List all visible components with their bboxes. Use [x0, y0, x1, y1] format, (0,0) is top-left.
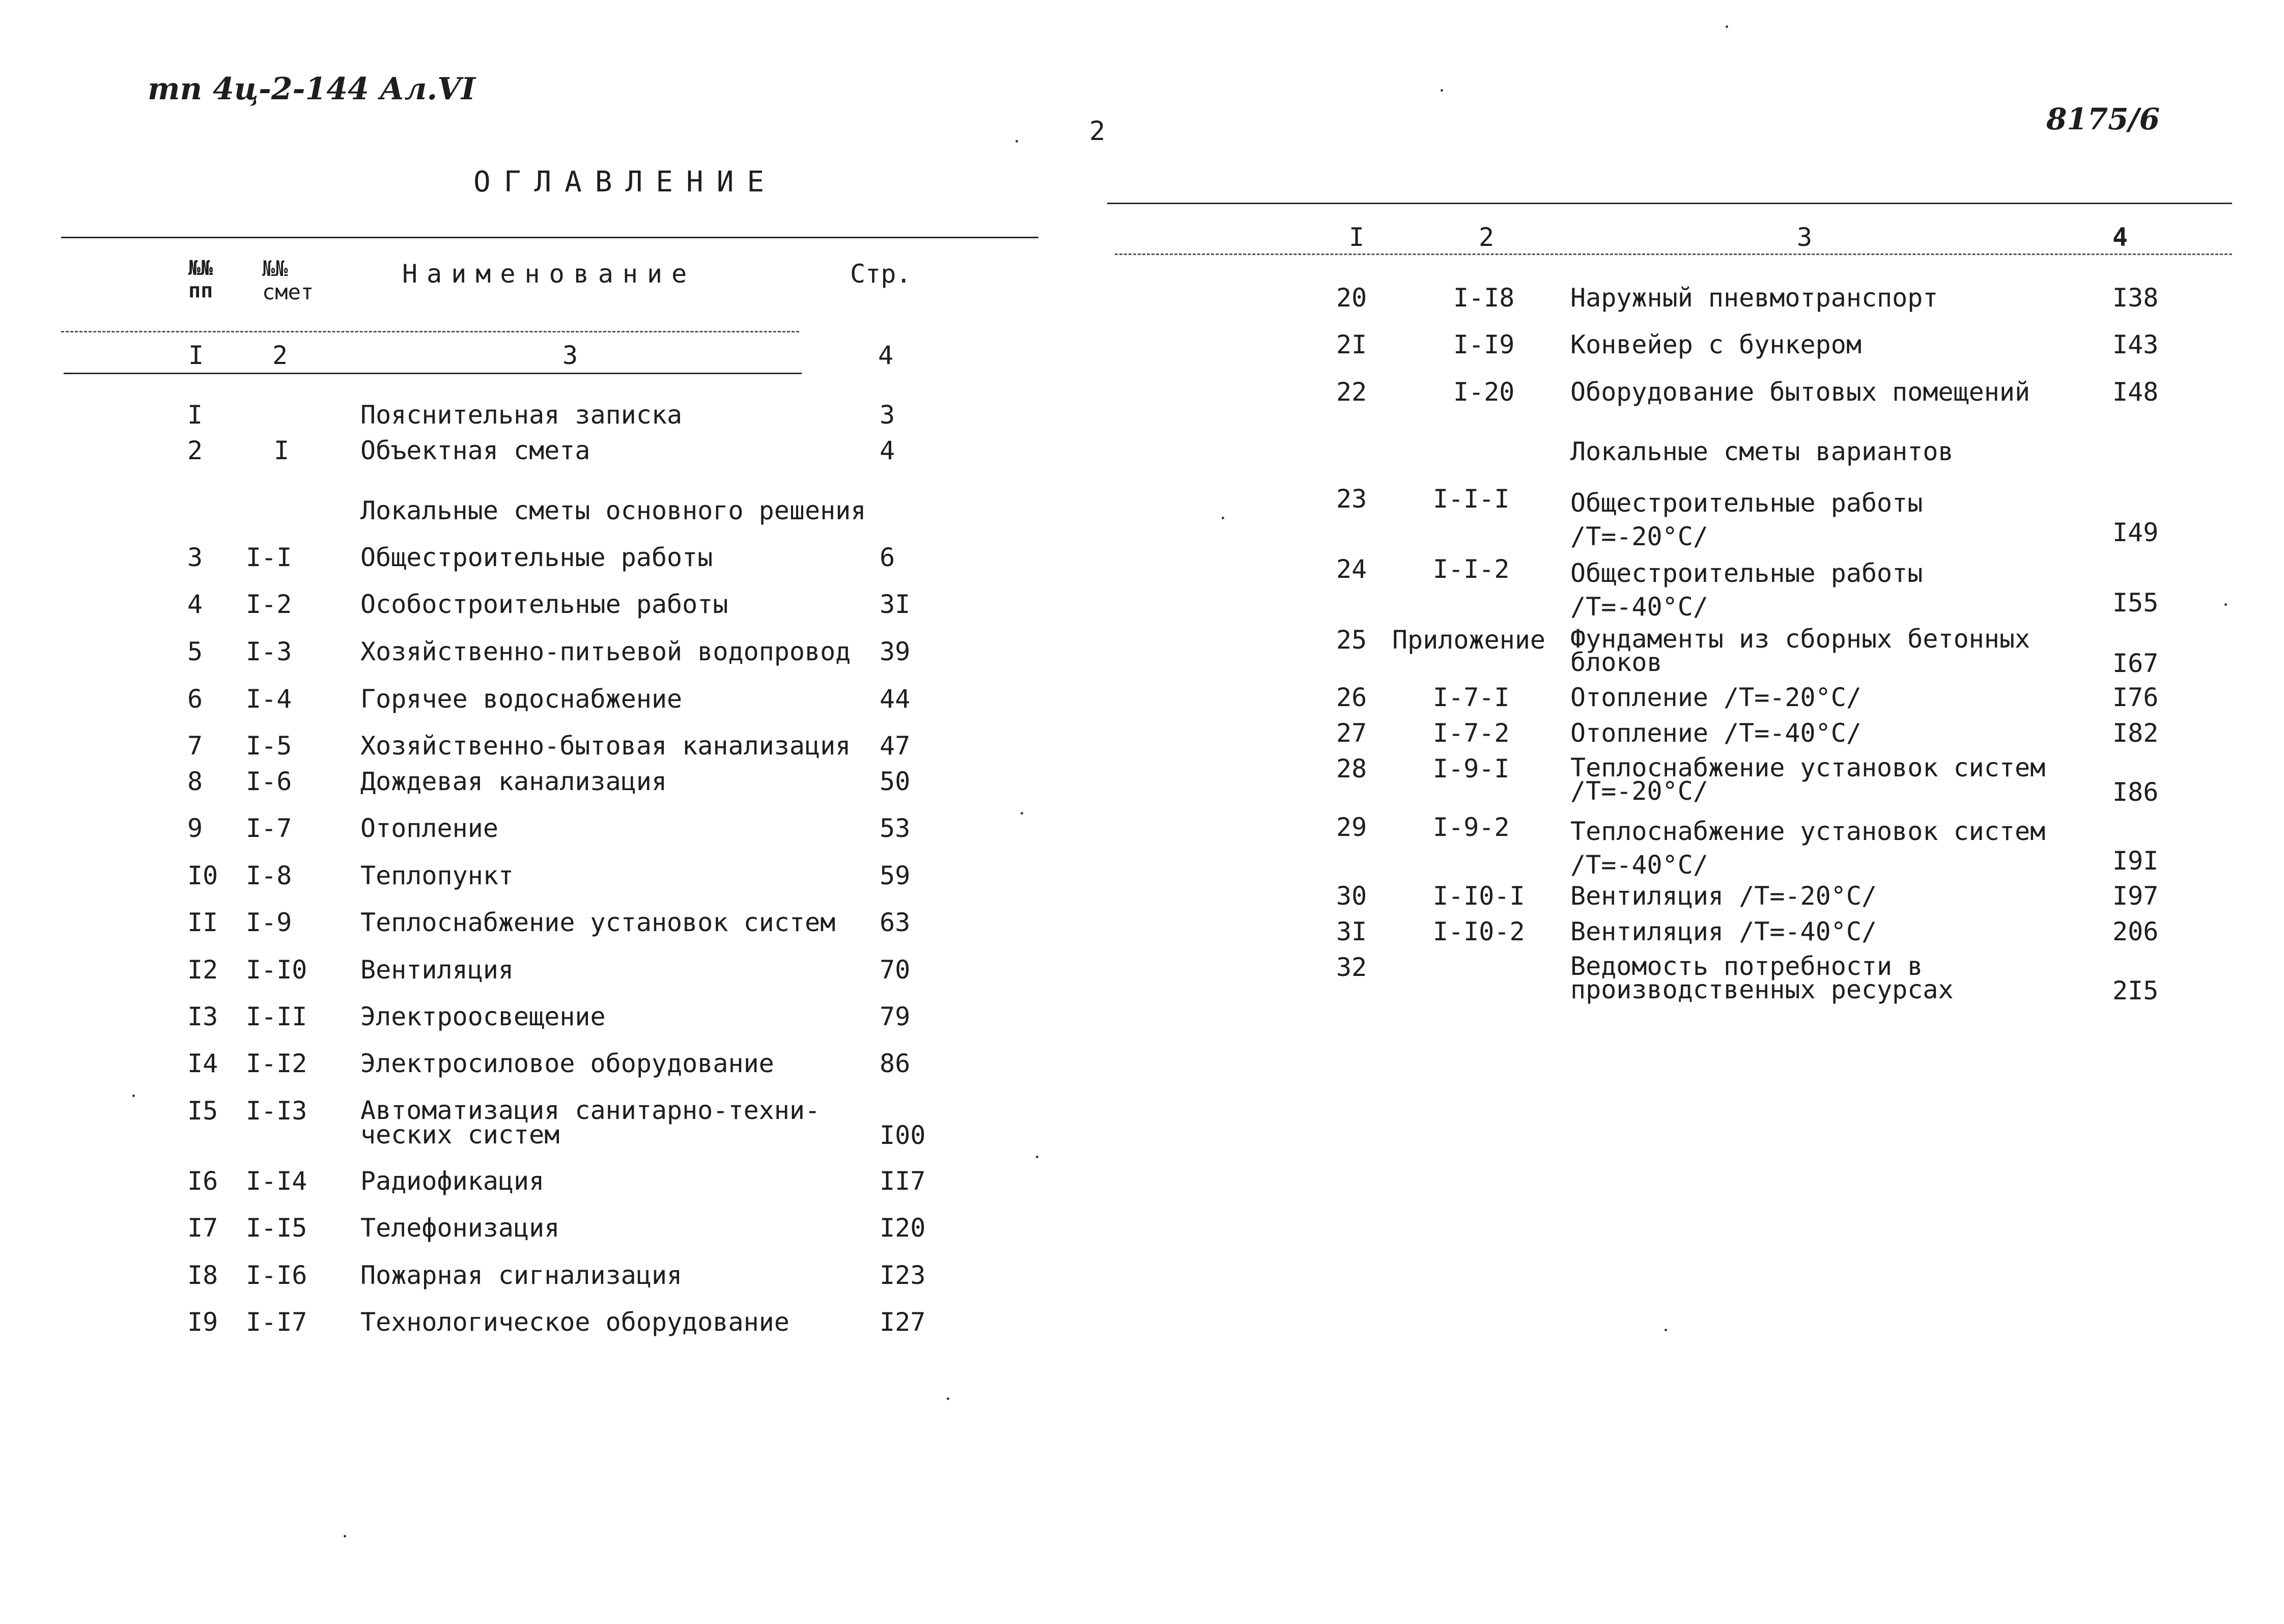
row-title: Фундаменты из сборных бетонных блоков	[1570, 624, 2031, 677]
row-smeta: I-9-2	[1433, 813, 1510, 842]
row-smeta: I	[274, 436, 290, 465]
row-page: I49	[2112, 518, 2159, 547]
row-number: 2	[187, 436, 203, 465]
row-page: I82	[2112, 718, 2159, 748]
scan-speck	[1222, 517, 1224, 519]
row-title: Общестроительные работы /Т=-20°С/	[1570, 488, 1923, 551]
row-number: 29	[1336, 813, 1367, 842]
row-page: 53	[880, 814, 911, 843]
row-page: 2I5	[2112, 976, 2159, 1005]
row-smeta: I-I0	[246, 955, 307, 985]
row-page: 206	[2112, 917, 2159, 946]
row-page: I23	[880, 1261, 926, 1290]
row-smeta: I-2	[246, 590, 292, 619]
row-title: Радиофикация	[360, 1166, 545, 1196]
row-title: Хозяйственно-питьевой водопровод	[360, 637, 851, 666]
row-title: Вентиляция /Т=-20°С/	[1570, 881, 1877, 911]
row-title: Оборудование бытовых помещений	[1570, 377, 2031, 407]
row-number: 23	[1336, 484, 1367, 514]
row-number: 20	[1336, 283, 1367, 313]
row-smeta: I-I5	[246, 1213, 307, 1243]
row-number: I3	[187, 1002, 218, 1031]
row-smeta: I-I6	[246, 1261, 307, 1290]
row-title: Теплоснабжение установок систем /Т=-40°С/	[1570, 817, 2046, 880]
row-page: I00	[880, 1121, 926, 1150]
row-title: Отопление /Т=-20°С/	[1570, 683, 1862, 712]
row-smeta: I-I-2	[1433, 554, 1510, 584]
left-colnum-2: 2	[272, 341, 288, 370]
row-smeta: I-I3	[246, 1096, 307, 1126]
row-title: Теплоснабжение установок систем /Т=-20°С/	[1570, 753, 2046, 806]
row-title: Дождевая канализация	[360, 767, 667, 796]
row-smeta: I-4	[246, 684, 292, 714]
row-page: 50	[880, 767, 911, 796]
row-number: I7	[187, 1213, 218, 1243]
right-colnum-2: 2	[1479, 222, 1495, 252]
scan-speck	[947, 1397, 949, 1400]
row-smeta: I-7-2	[1433, 718, 1510, 748]
scan-speck	[1036, 1156, 1038, 1158]
row-page: I20	[880, 1213, 926, 1243]
row-smeta: I-20	[1453, 377, 1515, 407]
row-title: Конвейер с бункером	[1570, 330, 1862, 359]
left-colnum-3: 3	[562, 341, 578, 370]
stamp-top-right: 8175/6	[2046, 102, 2160, 136]
row-page: I86	[2112, 777, 2159, 807]
right-colnum-3: 3	[1797, 222, 1813, 252]
section-title: Локальные сметы вариантов	[1570, 437, 1954, 466]
row-smeta: I-I8	[1453, 283, 1515, 313]
row-smeta: I-3	[246, 637, 292, 666]
left-table	[187, 0, 951, 1624]
row-title: Вентиляция	[360, 955, 514, 985]
scan-speck	[1726, 25, 1728, 28]
row-page: I55	[2112, 588, 2159, 618]
row-smeta: I-I0-2	[1433, 917, 1525, 946]
row-number: 3I	[1336, 917, 1367, 946]
row-smeta: I-I-I	[1433, 484, 1510, 514]
scan-speck	[1665, 1329, 1667, 1331]
left-header-page: Стр.	[850, 259, 912, 289]
row-smeta: I-5	[246, 731, 292, 761]
page-title: ОГЛАВЛЕНИЕ	[473, 165, 778, 199]
row-smeta: I-7	[246, 814, 292, 843]
scan-speck	[132, 1095, 135, 1097]
row-page: 3I	[880, 590, 911, 619]
scan-speck	[1016, 140, 1018, 143]
row-page: I43	[2112, 330, 2159, 359]
row-smeta: I-8	[246, 861, 292, 890]
row-page: 59	[880, 861, 911, 890]
row-number: 3	[187, 543, 203, 572]
stamp-top-left: тп 4ц-2-144 Ал.VI	[148, 71, 475, 107]
row-smeta: I-7-I	[1433, 683, 1510, 712]
row-number: I	[187, 400, 203, 430]
right-table	[1336, 0, 2232, 1624]
row-number: I0	[187, 861, 218, 890]
row-number: I8	[187, 1261, 218, 1290]
row-title: Горячее водоснабжение	[360, 684, 683, 714]
left-colnum-1: I	[188, 341, 204, 370]
row-title: Технологическое оборудование	[360, 1307, 789, 1337]
row-number: I9	[187, 1307, 218, 1337]
row-title: Объектная смета	[360, 436, 590, 465]
row-title: Вентиляция /Т=-40°С/	[1570, 917, 1877, 946]
row-page: 6	[880, 543, 895, 572]
section-title: Локальные сметы основного решения	[360, 496, 866, 525]
row-page: 86	[880, 1049, 911, 1078]
right-colnum-1: I	[1349, 222, 1365, 252]
row-number: 4	[187, 590, 203, 619]
row-smeta: I-II	[246, 1002, 307, 1031]
row-smeta: I-I9	[1453, 330, 1515, 359]
row-page: 3	[880, 400, 895, 430]
row-page: 44	[880, 684, 911, 714]
row-number: 8	[187, 767, 203, 796]
row-page: I48	[2112, 377, 2159, 407]
left-header-smeta: №№ смет	[262, 256, 314, 304]
scan-speck	[1021, 812, 1023, 815]
row-number: 9	[187, 814, 203, 843]
scan-speck	[2224, 603, 2227, 606]
row-title: Общестроительные работы	[360, 543, 713, 572]
row-page: I38	[2112, 283, 2159, 313]
row-number: 5	[187, 637, 203, 666]
row-title: Автоматизация санитарно-техни- ческих систем	[360, 1096, 821, 1150]
row-title: Наружный пневмотранспорт	[1570, 283, 1938, 313]
row-number: 32	[1336, 953, 1367, 982]
row-page: 79	[880, 1002, 911, 1031]
row-number: 25	[1336, 625, 1367, 655]
row-page: I67	[2112, 649, 2159, 678]
row-page: 70	[880, 955, 911, 985]
row-number: I5	[187, 1096, 218, 1126]
row-page: 39	[880, 637, 911, 666]
row-smeta: I-6	[246, 767, 292, 796]
left-header-num: №№ пп	[188, 257, 213, 302]
row-smeta: Приложение	[1392, 625, 1546, 655]
row-number: 28	[1336, 754, 1367, 783]
row-number: I2	[187, 955, 218, 985]
row-title: Пояснительная записка	[360, 400, 683, 430]
row-page: 63	[880, 908, 911, 937]
row-number: II	[187, 908, 218, 937]
row-smeta: I-I	[246, 543, 292, 572]
right-colnum-4: 4	[2112, 222, 2128, 252]
row-number: 6	[187, 684, 203, 714]
left-colnum-4: 4	[878, 341, 894, 370]
row-number: 7	[187, 731, 203, 761]
row-page: 4	[880, 436, 895, 465]
row-page: I9I	[2112, 846, 2159, 876]
row-title: Пожарная сигнализация	[360, 1261, 683, 1290]
row-smeta: I-9	[246, 908, 292, 937]
row-title: Теплопункт	[360, 861, 514, 890]
row-number: I6	[187, 1166, 218, 1196]
row-page: I76	[2112, 683, 2159, 712]
left-header-name: Наименование	[402, 259, 696, 289]
row-title: Телефонизация	[360, 1213, 560, 1243]
scan-speck	[344, 1535, 346, 1537]
row-title: Отопление	[360, 814, 498, 843]
row-page: I27	[880, 1307, 926, 1337]
row-number: 26	[1336, 683, 1367, 712]
row-smeta: I-I2	[246, 1049, 307, 1078]
row-number: 2I	[1336, 330, 1367, 359]
row-page: 47	[880, 731, 911, 761]
row-title: Электроосвещение	[360, 1002, 606, 1031]
row-title: Теплоснабжение установок систем	[360, 908, 836, 937]
row-title: Особостроительные работы	[360, 590, 728, 619]
row-title: Отопление /Т=-40°С/	[1570, 718, 1862, 748]
row-number: 30	[1336, 881, 1367, 911]
row-smeta: I-9-I	[1433, 754, 1510, 783]
row-title: Ведомость потребности в производственных ресурсах	[1570, 951, 1954, 1004]
row-title: Общестроительные работы /Т=-40°С/	[1570, 558, 1923, 622]
page-number: 2	[1089, 116, 1106, 147]
row-smeta: I-I7	[246, 1307, 307, 1337]
row-page: II7	[880, 1166, 926, 1196]
row-number: 27	[1336, 718, 1367, 748]
row-smeta: I-I4	[246, 1166, 307, 1196]
row-number: 24	[1336, 554, 1367, 584]
scan-speck	[1441, 89, 1443, 92]
row-smeta: I-I0-I	[1433, 881, 1525, 911]
row-page: I97	[2112, 881, 2159, 911]
row-number: I4	[187, 1049, 218, 1078]
row-title: Хозяйственно-бытовая канализация	[360, 731, 851, 761]
row-number: 22	[1336, 377, 1367, 407]
row-title: Электросиловое оборудование	[360, 1049, 774, 1078]
